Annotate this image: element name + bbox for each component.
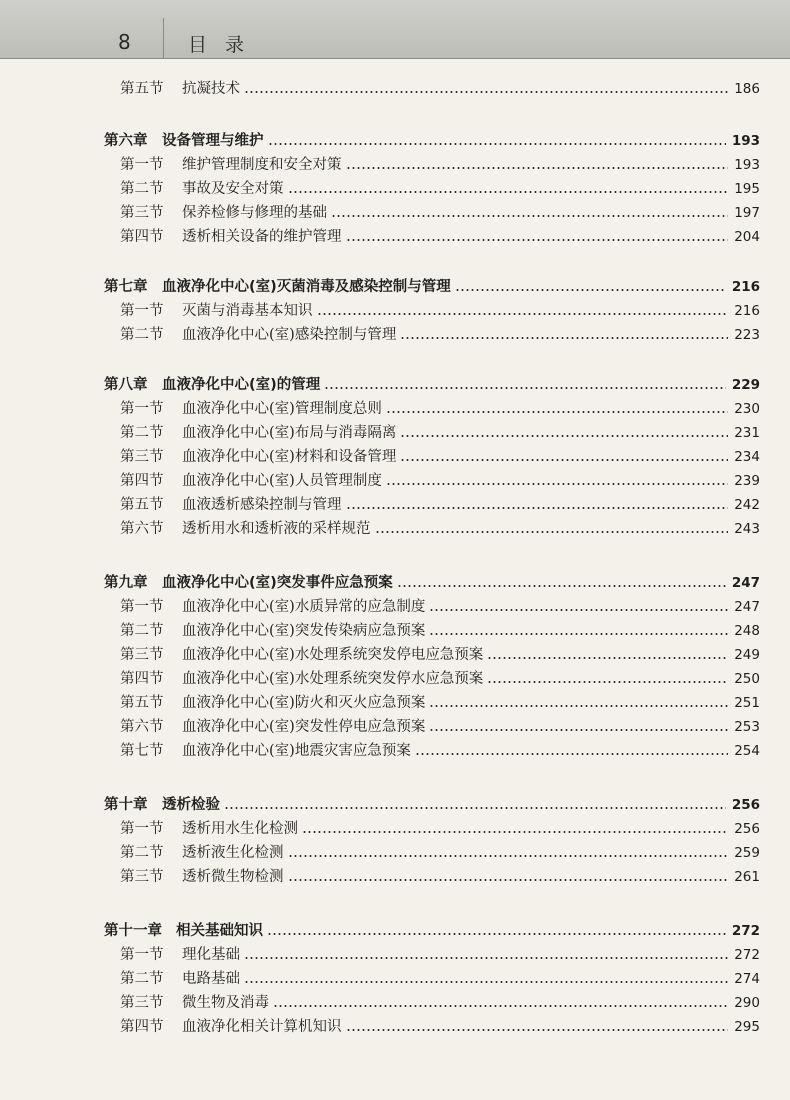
section-title: 血液净化中心(室)水处理系统突发停水应急预案 [182,671,484,687]
page-reference: 259 [734,845,760,861]
page-header [0,0,790,59]
section-title: 血液净化中心(室)地震灾害应急预案 [182,743,411,759]
dot-leader [267,933,726,935]
section-number: 第六节 [120,521,164,537]
toc-section-entry [0,154,790,176]
chapter-title: 血液净化中心(室)突发事件应急预案 [162,575,393,591]
section-title: 血液净化中心(室)材料和设备管理 [182,449,397,465]
toc-section-entry [0,716,790,738]
dot-leader [317,313,728,315]
page-reference: 223 [734,327,760,343]
toc-section-entry [0,740,790,762]
section-number: 第二节 [120,971,164,987]
toc-section-entry [0,818,790,840]
section-number: 第二节 [120,425,164,441]
page-reference: 251 [734,695,760,711]
toc-section-entry [0,518,790,540]
dot-leader [302,831,728,833]
page-reference: 229 [731,377,760,393]
toc-section-entry [0,866,790,888]
dot-leader [400,459,728,461]
dot-leader [288,855,728,857]
toc-section-entry [0,644,790,666]
dot-leader [244,981,728,983]
toc-section-entry [0,446,790,468]
chapter-number: 第十一章 [104,923,162,939]
section-number: 第二节 [120,327,164,343]
dot-leader [331,215,728,217]
header-divider [163,18,164,58]
dot-leader [273,1005,728,1007]
section-title: 事故及安全对策 [182,181,284,197]
dot-leader [386,411,728,413]
page-reference: 247 [734,599,760,615]
toc-section-entry [0,620,790,642]
dot-leader [386,483,728,485]
toc-section-entry [0,944,790,966]
section-number: 第一节 [120,157,164,173]
dot-leader [244,957,728,959]
section-number: 第五节 [120,695,164,711]
page-reference: 230 [734,401,760,417]
toc-section-entry [0,202,790,224]
toc-chapter-entry [0,794,790,816]
page-reference: 272 [731,923,760,939]
dot-leader [429,633,728,635]
dot-leader [288,879,728,881]
section-number: 第三节 [120,647,164,663]
section-title: 透析微生物检测 [182,869,284,885]
page-reference: 216 [731,279,760,295]
chapter-title: 血液净化中心(室)的管理 [162,377,321,393]
section-title: 透析相关设备的维护管理 [182,229,342,245]
chapter-number: 第十章 [104,797,148,813]
page-reference: 195 [734,181,760,197]
dot-leader [268,143,726,145]
toc-section-entry [0,226,790,248]
section-number: 第五节 [120,81,164,97]
dot-leader [224,807,726,809]
section-title: 血液净化中心(室)防火和灭火应急预案 [182,695,426,711]
page-reference: 249 [734,647,760,663]
page-reference: 193 [734,157,760,173]
section-title: 血液透析感染控制与管理 [182,497,342,513]
dot-leader [429,609,728,611]
dot-leader [375,531,728,533]
section-number: 第一节 [120,303,164,319]
toc-chapter-entry [0,374,790,396]
section-title: 血液净化中心(室)布局与消毒隔离 [182,425,397,441]
section-number: 第四节 [120,473,164,489]
section-title: 抗凝技术 [182,81,240,97]
toc-section-entry [0,968,790,990]
page-reference: 247 [731,575,760,591]
page-reference: 272 [734,947,760,963]
section-title: 血液净化中心(室)水质异常的应急制度 [182,599,426,615]
dot-leader [346,1029,728,1031]
section-title: 血液净化中心(室)突发性停电应急预案 [182,719,426,735]
chapter-title: 相关基础知识 [176,923,263,939]
section-number: 第三节 [120,449,164,465]
dot-leader [415,753,728,755]
dot-leader [346,167,728,169]
toc-section-entry [0,596,790,618]
page-reference: 243 [734,521,760,537]
toc-section-entry [0,842,790,864]
dot-leader [400,337,728,339]
dot-leader [324,387,726,389]
dot-leader [487,657,728,659]
dot-leader [346,507,728,509]
section-title: 血液净化中心(室)水处理系统突发停电应急预案 [182,647,484,663]
section-title: 透析用水生化检测 [182,821,298,837]
section-title: 理化基础 [182,947,240,963]
page-title: 目录 [188,34,263,56]
toc-section-entry [0,324,790,346]
chapter-number: 第九章 [104,575,148,591]
page-number: 8 [118,30,131,54]
page-reference: 256 [734,821,760,837]
dot-leader [400,435,728,437]
dot-leader [429,705,728,707]
section-number: 第三节 [120,205,164,221]
page-reference: 295 [734,1019,760,1035]
toc-section-entry [0,470,790,492]
section-title: 透析液生化检测 [182,845,284,861]
section-number: 第一节 [120,401,164,417]
section-title: 维护管理制度和安全对策 [182,157,342,173]
toc-chapter-entry [0,130,790,152]
page-reference: 253 [734,719,760,735]
section-number: 第三节 [120,995,164,1011]
toc-section-entry [0,1016,790,1038]
page-reference: 216 [734,303,760,319]
toc-section-entry [0,692,790,714]
toc-chapter-entry [0,920,790,942]
section-number: 第二节 [120,845,164,861]
section-title: 血液净化中心(室)人员管理制度 [182,473,382,489]
section-number: 第六节 [120,719,164,735]
page-reference: 254 [734,743,760,759]
section-number: 第四节 [120,1019,164,1035]
section-number: 第五节 [120,497,164,513]
toc-section-entry [0,668,790,690]
page-reference: 248 [734,623,760,639]
dot-leader [397,585,726,587]
section-number: 第三节 [120,869,164,885]
section-title: 血液净化相关计算机知识 [182,1019,342,1035]
toc-section-entry [0,178,790,200]
page-reference: 231 [734,425,760,441]
chapter-title: 血液净化中心(室)灭菌消毒及感染控制与管理 [162,279,451,295]
section-number: 第二节 [120,623,164,639]
toc-section-entry [0,992,790,1014]
section-number: 第四节 [120,229,164,245]
page-reference: 242 [734,497,760,513]
page-reference: 234 [734,449,760,465]
section-number: 第七节 [120,743,164,759]
chapter-title: 设备管理与维护 [162,133,264,149]
section-title: 灭菌与消毒基本知识 [182,303,313,319]
page-reference: 250 [734,671,760,687]
section-title: 保养检修与修理的基础 [182,205,327,221]
section-title: 血液净化中心(室)管理制度总则 [182,401,382,417]
page-reference: 290 [734,995,760,1011]
toc-section-entry [0,398,790,420]
page-reference: 261 [734,869,760,885]
chapter-number: 第八章 [104,377,148,393]
page-reference: 193 [731,133,760,149]
toc-section-entry [0,494,790,516]
section-title: 电路基础 [182,971,240,987]
section-number: 第一节 [120,821,164,837]
section-title: 血液净化中心(室)感染控制与管理 [182,327,397,343]
toc-chapter-entry [0,572,790,594]
toc-chapter-entry [0,276,790,298]
page-reference: 274 [734,971,760,987]
chapter-number: 第六章 [104,133,148,149]
section-number: 第一节 [120,599,164,615]
dot-leader [346,239,728,241]
page-reference: 239 [734,473,760,489]
dot-leader [288,191,728,193]
section-number: 第四节 [120,671,164,687]
page-reference: 256 [731,797,760,813]
section-title: 透析用水和透析液的采样规范 [182,521,371,537]
toc-section-entry [0,78,790,100]
section-number: 第二节 [120,181,164,197]
toc-section-entry [0,300,790,322]
chapter-number: 第七章 [104,279,148,295]
dot-leader [455,289,726,291]
chapter-title: 透析检验 [162,797,220,813]
dot-leader [244,91,728,93]
section-number: 第一节 [120,947,164,963]
page-reference: 186 [734,81,760,97]
toc-section-entry [0,422,790,444]
dot-leader [487,681,728,683]
page-reference: 197 [734,205,760,221]
section-title: 微生物及消毒 [182,995,269,1011]
dot-leader [429,729,728,731]
section-title: 血液净化中心(室)突发传染病应急预案 [182,623,426,639]
page-reference: 204 [734,229,760,245]
